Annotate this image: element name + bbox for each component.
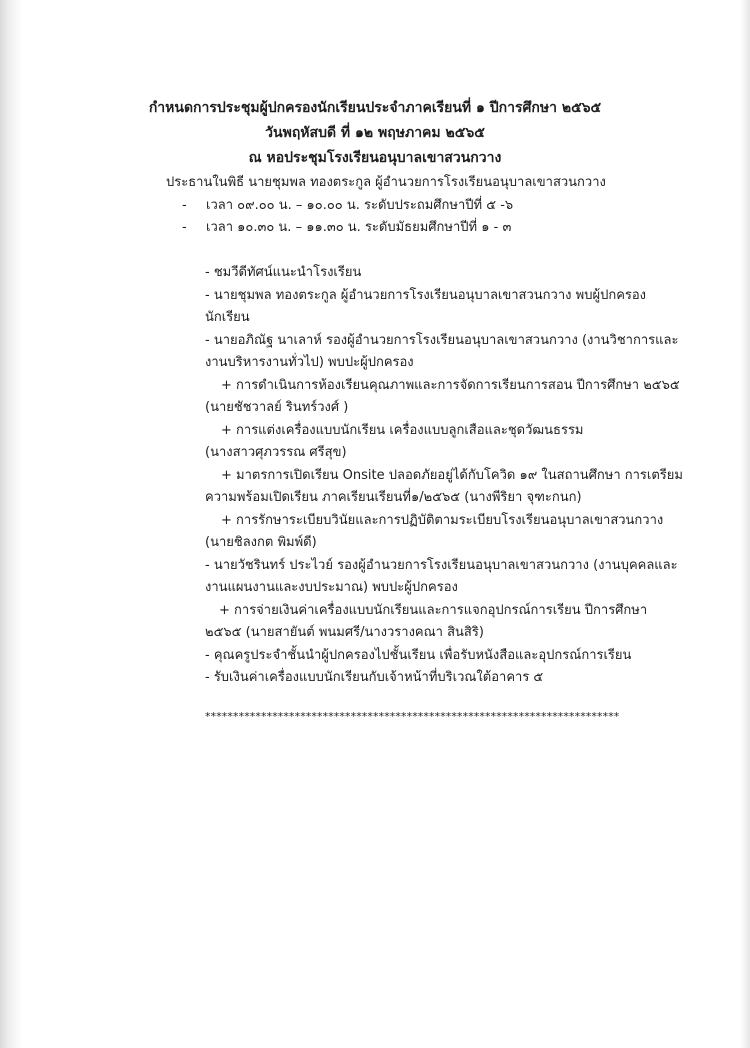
- bullet-dash: -: [182, 198, 187, 213]
- schedule-time-row: [182, 218, 511, 238]
- document-title: [100, 96, 650, 171]
- agenda-subitem: + การแต่งเครื่องแบบนักเรียน เครื่องแบบลูกเสือและชุดวัฒนธรรม: [221, 422, 584, 438]
- schedule-time-text: เวลา ๑๐.๓๐ น. – ๑๑.๓๐ น. ระดับมัธยมศึกษาปีที่ ๑ - ๓: [206, 220, 512, 235]
- agenda-line: - ชมวีดีทัศน์แนะนำโรงเรียน: [205, 265, 362, 280]
- agenda-line: - คุณครูประจำชั้นนำผู้ปกครองไปชั้นเรียน เพื่อรับหนังสือและอุปกรณ์การเรียน: [205, 647, 632, 663]
- agenda-line: งานแผนงานและงบประมาณ) พบปะผู้ปกครอง: [205, 580, 458, 595]
- title-line-3: ณ หอประชุมโรงเรียนอนุบาลเขาสวนกวาง: [248, 150, 502, 166]
- agenda-line: - รับเงินค่าเครื่องแบบนักเรียนกับเจ้าหน้าที่บริเวณใต้อาคาร ๕: [205, 670, 544, 685]
- agenda-line: - นายวัชรินทร์ ประไวย์ รองผู้อำนวยการโรงเรียนอนุบาลเขาสวนกวาง (งานบุคคลและ: [205, 557, 678, 573]
- schedule-time-row: [182, 196, 513, 216]
- agenda-line: (นายชัชวาลย์ รินทร์วงศ์ ): [205, 400, 349, 415]
- agenda-list: [205, 262, 683, 690]
- agenda-subitem: + มาตรการเปิดเรียน Onsite ปลอดภัยอยู่ได้กับโควิด ๑๙ ในสถานศึกษา การเตรียม: [221, 467, 683, 483]
- asterisk-divider: **************************************************************************: [205, 710, 620, 723]
- agenda-line: (นายชิลงกต พิมพ์ดี): [205, 535, 317, 550]
- agenda-subitem: + การดำเนินการห้องเรียนคุณภาพและการจัดการเรียนการสอน ปีการศึกษา ๒๕๖๕: [221, 377, 680, 393]
- agenda-line: (นางสาวศุภวรรณ ศรีสุข): [205, 445, 347, 460]
- agenda-subitem: + การจ่ายเงินค่าเครื่องแบบนักเรียนและการแจกอุปกรณ์การเรียน ปีการศึกษา: [219, 602, 648, 618]
- agenda-line: งานบริหารงานทั่วไป) พบปะผู้ปกครอง: [205, 355, 414, 370]
- page-edge-shadow-right: [740, 0, 750, 1048]
- title-line-2: วันพฤหัสบดี ที่ ๑๒ พฤษภาคม ๒๕๖๕: [265, 125, 485, 141]
- title-line-1: กำหนดการประชุมผู้ปกครองนักเรียนประจำภาคเรียนที่ ๑ ปีการศึกษา ๒๕๖๕: [148, 100, 602, 116]
- page-edge-shadow: [0, 0, 22, 1048]
- agenda-line: นักเรียน: [205, 310, 250, 325]
- agenda-line: ความพร้อมเปิดเรียน ภาคเรียนเรียนที่๑/๒๕๖๕ (นางพีริยา จุฑะกนก): [205, 490, 582, 505]
- bullet-dash: -: [182, 220, 187, 235]
- agenda-line: ๒๕๖๕ (นายสายันต์ พนมศรี/นางวรางคณา สินสิริ): [205, 625, 484, 640]
- schedule-time-text: เวลา ๐๙.๐๐ น. – ๑๐.๐๐ น. ระดับประถมศึกษาปีที่ ๕ -๖: [206, 198, 514, 213]
- agenda-subitem: + การรักษาระเบียบวินัยและการปฏิบัติตามระเบียบโรงเรียนอนุบาลเขาสวนกวาง: [221, 512, 664, 528]
- agenda-line: - นายชุมพล ทองตระกูล ผู้อำนวยการโรงเรียนอนุบาลเขาสวนกวาง พบผู้ปกครอง: [205, 287, 647, 303]
- chairperson-line: ประธานในพิธี นายชุมพล ทองตระกูล ผู้อำนวยการโรงเรียนอนุบาลเขาสวนกวาง: [166, 175, 606, 190]
- agenda-line: - นายอภิณัฐ นาเลาห์ รองผู้อำนวยการโรงเรียนอนุบาลเขาสวนกวาง (งานวิชาการและ: [205, 332, 679, 348]
